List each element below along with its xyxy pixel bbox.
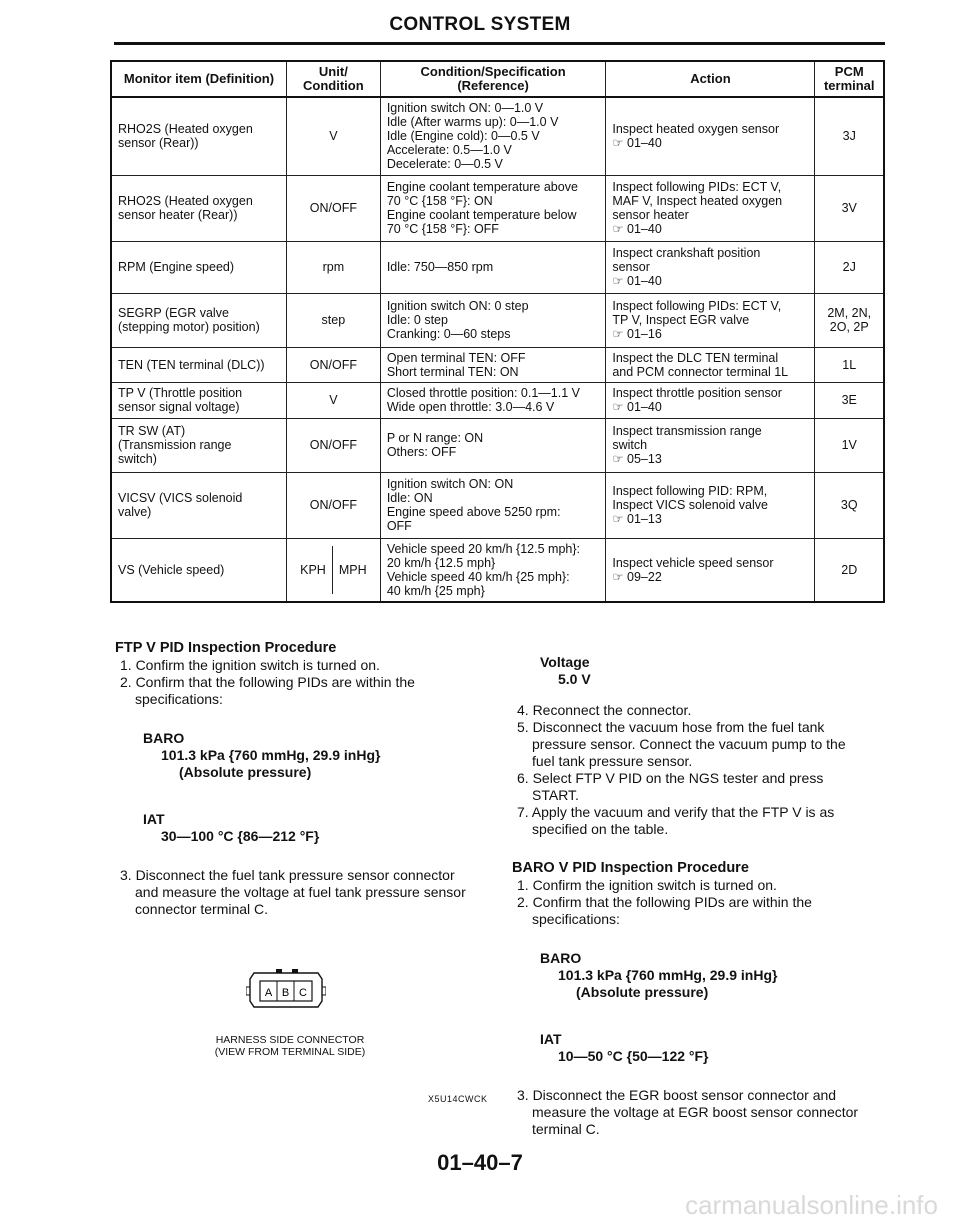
pcm-terminal-cell: 2J bbox=[815, 241, 884, 293]
condition-cell: Vehicle speed 20 km/h {12.5 mph}: 20 km/h {12.5 mph} Vehicle speed 40 km/h {25 mph}: 40 km/h {25 mph} bbox=[380, 538, 606, 602]
page-title: CONTROL SYSTEM bbox=[389, 14, 571, 35]
baro-label: BARO bbox=[540, 950, 582, 966]
baro-note: (Absolute pressure) bbox=[576, 984, 709, 1000]
condition-cell: Open terminal TEN: OFF Short terminal TEN: ON bbox=[380, 347, 606, 382]
unit-cell: ON/OFF bbox=[286, 472, 380, 538]
condition-cell: Ignition switch ON: ON Idle: ON Engine speed above 5250 rpm: OFF bbox=[380, 472, 606, 538]
iat-value: 30—100 °C {86—212 °F} bbox=[161, 828, 320, 844]
table-header-row bbox=[111, 61, 884, 97]
pcm-terminal-cell: 1L bbox=[815, 347, 884, 382]
baro-procedure-title: BARO V PID Inspection Procedure bbox=[512, 860, 749, 876]
condition-cell: Idle: 750—850 rpm bbox=[380, 241, 606, 293]
pcm-terminal-cell: 3J bbox=[815, 97, 884, 175]
unit-cell: ON/OFF bbox=[286, 418, 380, 472]
ftp-procedure-title: FTP V PID Inspection Procedure bbox=[115, 640, 337, 656]
header-rule bbox=[114, 42, 885, 45]
table-row bbox=[111, 175, 884, 241]
unit-cell: V bbox=[286, 382, 380, 418]
monitor-cell: TP V (Throttle position sensor signal voltage) bbox=[111, 382, 286, 418]
ftp-step-4: 4. Reconnect the connector. bbox=[517, 702, 692, 718]
table-row bbox=[111, 418, 884, 472]
pcm-terminal-cell: 3Q bbox=[815, 472, 884, 538]
monitor-cell: SEGRP (EGR valve (stepping motor) position) bbox=[111, 293, 286, 347]
pcm-terminal-cell: 3V bbox=[815, 175, 884, 241]
pid-spec-table bbox=[110, 60, 885, 603]
ftp-step-1: 1. Confirm the ignition switch is turned on. bbox=[120, 657, 380, 673]
col-header-pcm: PCM terminal bbox=[815, 61, 884, 97]
monitor-cell: RHO2S (Heated oxygen sensor heater (Rear)) bbox=[111, 175, 286, 241]
iat-label: IAT bbox=[540, 1031, 562, 1047]
unit-mph: MPH bbox=[338, 562, 367, 577]
table-row bbox=[111, 97, 884, 175]
table-row bbox=[111, 382, 884, 418]
condition-cell: Ignition switch ON: 0 step Idle: 0 step Cranking: 0—60 steps bbox=[380, 293, 606, 347]
right-column bbox=[512, 640, 872, 1138]
table-row bbox=[111, 472, 884, 538]
condition-cell: Engine coolant temperature above 70 °C {158 °F}: ON Engine coolant temperature below 70 °C {158 °F}: OFF bbox=[380, 175, 606, 241]
col-header-monitor: Monitor item (Definition) bbox=[111, 61, 286, 97]
monitor-cell: VS (Vehicle speed) bbox=[111, 538, 286, 602]
action-cell: Inspect transmission range switch ☞ 05–13 bbox=[606, 418, 815, 472]
monitor-cell: TR SW (AT) (Transmission range switch) bbox=[111, 418, 286, 472]
connector-latch bbox=[292, 969, 298, 973]
baro-value: 101.3 kPa {760 mmHg, 29.9 inHg} bbox=[161, 747, 381, 763]
voltage-value: 5.0 V bbox=[558, 671, 591, 687]
action-cell: Inspect throttle position sensor ☞ 01–40 bbox=[606, 382, 815, 418]
action-cell: Inspect following PID: RPM, Inspect VICS solenoid valve ☞ 01–13 bbox=[606, 472, 815, 538]
action-cell: Inspect the DLC TEN terminal and PCM connector terminal 1L bbox=[606, 347, 815, 382]
monitor-cell: TEN (TEN terminal (DLC)) bbox=[111, 347, 286, 382]
monitor-cell: VICSV (VICS solenoid valve) bbox=[111, 472, 286, 538]
baro-value: 101.3 kPa {760 mmHg, 29.9 inHg} bbox=[558, 967, 778, 983]
ftp-step-2: 2. Confirm that the following PIDs are within the specifications: bbox=[120, 674, 415, 707]
voltage-spec bbox=[540, 654, 872, 688]
action-cell: Inspect heated oxygen sensor ☞ 01–40 bbox=[606, 97, 815, 175]
condition-cell: Closed throttle position: 0.1—1.1 V Wide open throttle: 3.0—4.6 V bbox=[380, 382, 606, 418]
table-row bbox=[111, 347, 884, 382]
pcm-terminal-cell: 1V bbox=[815, 418, 884, 472]
harness-connector-diagram bbox=[246, 965, 326, 1015]
baro-step-2: 2. Confirm that the following PIDs are within the specifications: bbox=[517, 894, 812, 927]
condition-cell: P or N range: ON Others: OFF bbox=[380, 418, 606, 472]
unit-cell-split bbox=[286, 538, 380, 602]
col-header-condition: Condition/Specification (Reference) bbox=[380, 61, 606, 97]
action-cell: Inspect following PIDs: ECT V, TP V, Inspect EGR valve ☞ 01–16 bbox=[606, 293, 815, 347]
pcm-terminal-cell: 3E bbox=[815, 382, 884, 418]
iat-spec bbox=[143, 811, 475, 845]
unit-kph: KPH bbox=[300, 562, 326, 577]
baro-note: (Absolute pressure) bbox=[179, 764, 312, 780]
pcm-terminal-cell: 2D bbox=[815, 538, 884, 602]
iat-value: 10—50 °C {50—122 °F} bbox=[558, 1048, 709, 1064]
baro-step-3: 3. Disconnect the EGR boost sensor connector and measure the voltage at EGR boost sensor connector terminal C. bbox=[517, 1087, 859, 1137]
unit-cell: ON/OFF bbox=[286, 175, 380, 241]
condition-cell: Ignition switch ON: 0—1.0 V Idle (After warms up): 0—1.0 V Idle (Engine cold): 0—0.5 V Accelerate: 0.5—1.0 V Decelerate: 0—0.5 V bbox=[380, 97, 606, 175]
baro-spec bbox=[143, 730, 475, 781]
baro-label: BARO bbox=[143, 730, 185, 746]
baro-step-1: 1. Confirm the ignition switch is turned on. bbox=[517, 877, 777, 893]
ftp-step-6: 6. Select FTP V PID on the NGS tester and press START. bbox=[517, 770, 824, 803]
table-row bbox=[111, 538, 884, 602]
table-row bbox=[111, 293, 884, 347]
unit-cell: V bbox=[286, 97, 380, 175]
ftp-step-3: 3. Disconnect the fuel tank pressure sensor connector and measure the voltage at fuel tank pressure sensor connector terminal C. bbox=[120, 867, 466, 917]
table-row bbox=[111, 241, 884, 293]
voltage-label: Voltage bbox=[540, 654, 590, 670]
unit-cell: ON/OFF bbox=[286, 347, 380, 382]
pin-label-c: C bbox=[299, 987, 307, 999]
unit-cell: rpm bbox=[286, 241, 380, 293]
connector-caption: HARNESS SIDE CONNECTOR (VIEW FROM TERMINAL SIDE) bbox=[214, 1034, 366, 1058]
ftp-procedure-column bbox=[115, 640, 475, 918]
col-header-unit: Unit/ Condition bbox=[286, 61, 380, 97]
figure-code: X5U14CWCK bbox=[428, 1094, 488, 1104]
action-cell: Inspect vehicle speed sensor ☞ 09–22 bbox=[606, 538, 815, 602]
ftp-step-7: 7. Apply the vacuum and verify that the FTP V is as specified on the table. bbox=[517, 804, 835, 837]
monitor-cell: RPM (Engine speed) bbox=[111, 241, 286, 293]
page-number: 01–40–7 bbox=[437, 1150, 523, 1175]
iat-spec-2 bbox=[540, 1031, 872, 1065]
pin-label-a: A bbox=[264, 987, 273, 999]
pcm-terminal-cell: 2M, 2N, 2O, 2P bbox=[815, 293, 884, 347]
connector-latch bbox=[276, 969, 282, 973]
ftp-step-5: 5. Disconnect the vacuum hose from the fuel tank pressure sensor. Connect the vacuum pump to the fuel tank pressure sensor. bbox=[517, 719, 846, 769]
action-cell: Inspect crankshaft position sensor ☞ 01–40 bbox=[606, 241, 815, 293]
monitor-cell: RHO2S (Heated oxygen sensor (Rear)) bbox=[111, 97, 286, 175]
unit-cell: step bbox=[286, 293, 380, 347]
pin-label-b: B bbox=[281, 987, 290, 999]
col-header-action: Action bbox=[606, 61, 815, 97]
baro-spec-2 bbox=[540, 950, 872, 1001]
watermark: carmanualsonline.info bbox=[685, 1190, 938, 1220]
action-cell: Inspect following PIDs: ECT V, MAF V, Inspect heated oxygen sensor heater ☞ 01–40 bbox=[606, 175, 815, 241]
iat-label: IAT bbox=[143, 811, 165, 827]
